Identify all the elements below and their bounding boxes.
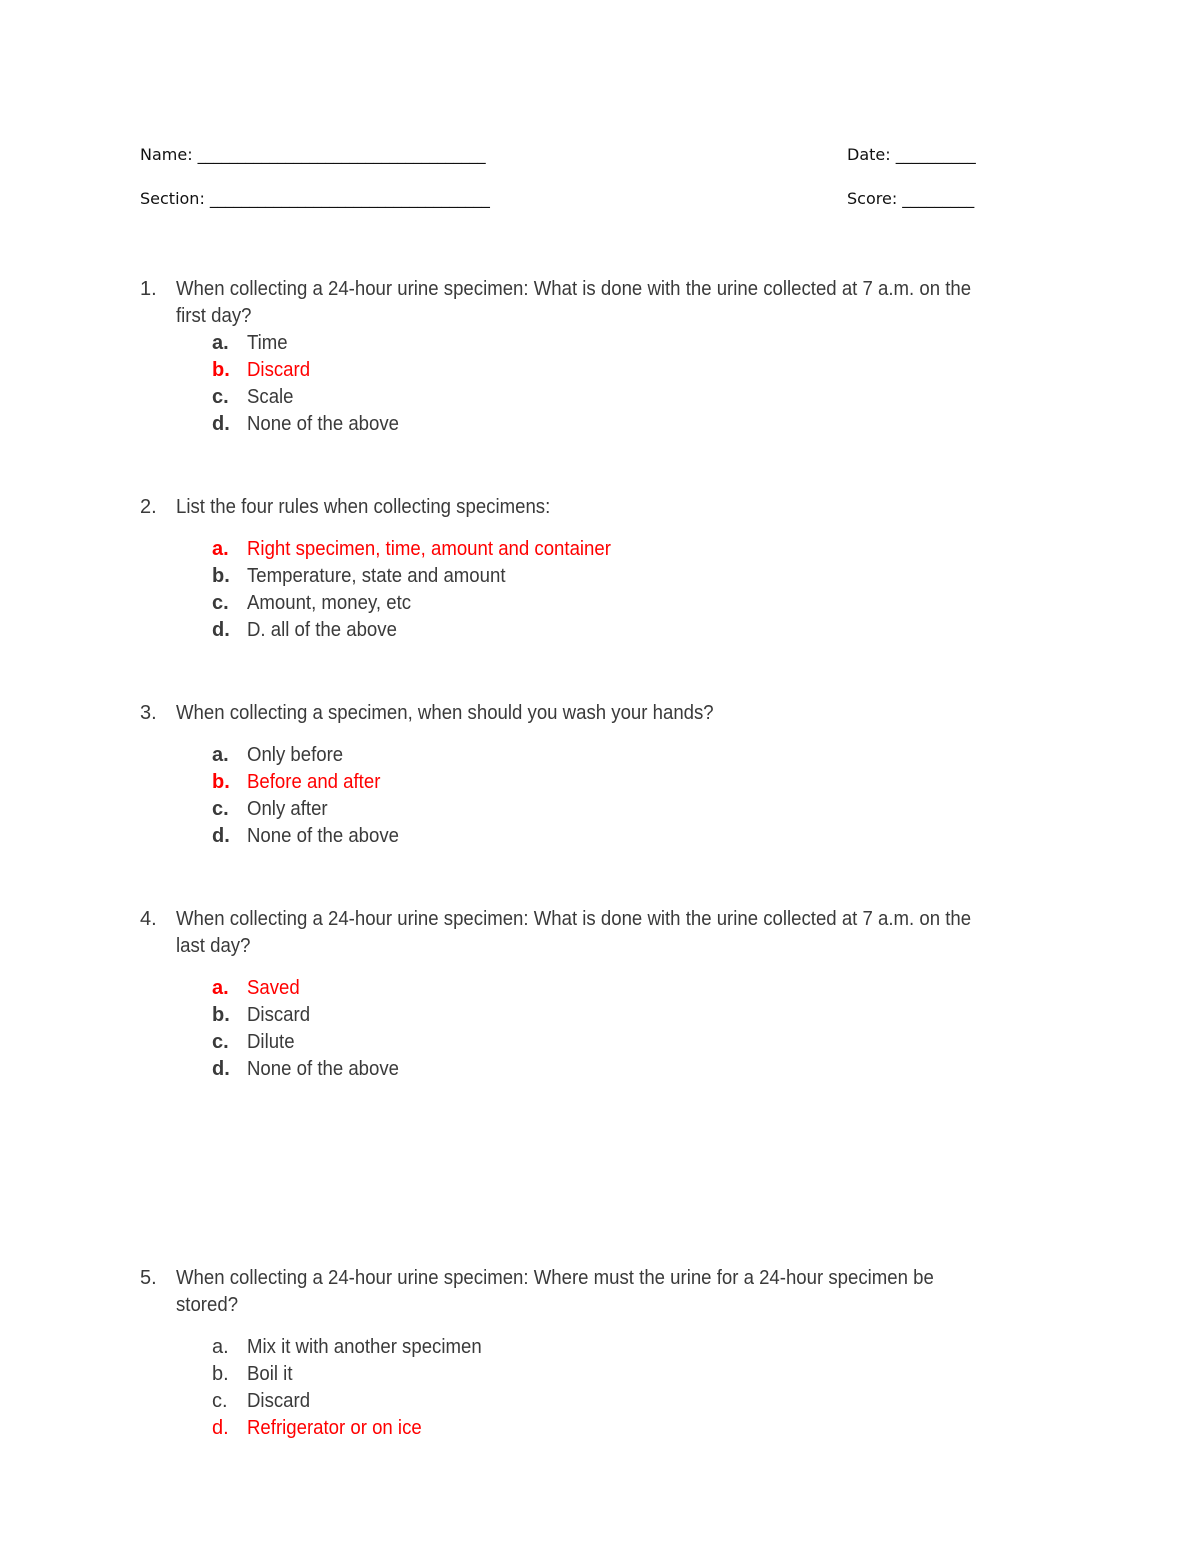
option-c <box>212 590 1060 617</box>
section-field: Section: ___________________________________ <box>140 189 490 208</box>
date-field: Date: __________ <box>847 145 976 164</box>
option-letter: d. <box>212 1417 229 1439</box>
question-4 <box>140 906 1060 1083</box>
option-text: Only after <box>247 798 328 820</box>
option-d-correct <box>212 1415 1060 1442</box>
question-text: When collecting a 24-hour urine specimen: Where must the urine for a 24-hour specimen be stored? <box>176 1267 934 1316</box>
option-letter: a. <box>212 538 229 560</box>
option-text: Time <box>247 332 288 354</box>
question-text: When collecting a 24-hour urine specimen: What is done with the urine collected at 7 a.m. on the first day? <box>176 278 972 327</box>
option-c <box>212 384 1060 411</box>
question-number: 5. <box>140 1267 157 1289</box>
question-text: When collecting a specimen, when should you wash your hands? <box>176 702 714 724</box>
option-letter: d. <box>212 413 230 435</box>
option-letter: b. <box>212 1004 230 1026</box>
option-b-correct <box>212 357 1060 384</box>
question-5 <box>140 1265 1060 1442</box>
question-number: 3. <box>140 702 157 724</box>
option-letter: b. <box>212 1363 229 1385</box>
option-text: Before and after <box>247 771 381 793</box>
option-text: Scale <box>247 386 294 408</box>
option-letter: b. <box>212 565 230 587</box>
option-letter: d. <box>212 619 230 641</box>
option-text: Amount, money, etc <box>247 592 412 614</box>
option-text: Only before <box>247 744 344 766</box>
option-text: Discard <box>247 1390 311 1412</box>
option-text: Right specimen, time, amount and container <box>247 538 611 560</box>
option-c <box>212 796 1060 823</box>
option-a-correct <box>212 975 1060 1002</box>
option-letter: a. <box>212 1336 229 1358</box>
option-a <box>212 742 1060 769</box>
question-text: List the four rules when collecting specimens: <box>176 496 551 518</box>
option-letter: c. <box>212 798 229 820</box>
option-text: Discard <box>247 1004 311 1026</box>
option-text: Temperature, state and amount <box>247 565 506 587</box>
name-field: Name: ____________________________________ <box>140 145 486 164</box>
question-number: 4. <box>140 908 157 930</box>
option-text: None of the above <box>247 1058 400 1080</box>
option-text: Boil it <box>247 1363 293 1385</box>
option-b <box>212 1002 1060 1029</box>
option-letter: c. <box>212 1031 229 1053</box>
question-1 <box>140 276 1060 438</box>
option-letter: a. <box>212 744 229 766</box>
option-b <box>212 1361 1060 1388</box>
option-letter: b. <box>212 359 230 381</box>
option-letter: c. <box>212 1390 228 1412</box>
option-d <box>212 1056 1060 1083</box>
question-3 <box>140 700 1060 850</box>
question-text: When collecting a 24-hour urine specimen: What is done with the urine collected at 7 a.m. on the last day? <box>176 908 972 957</box>
option-b <box>212 563 1060 590</box>
option-a-correct <box>212 536 1060 563</box>
option-letter: b. <box>212 771 230 793</box>
option-text: Mix it with another specimen <box>247 1336 482 1358</box>
option-letter: a. <box>212 977 229 999</box>
option-text: Discard <box>247 359 311 381</box>
score-field: Score: _________ <box>847 189 975 208</box>
option-text: None of the above <box>247 413 400 435</box>
option-letter: d. <box>212 825 230 847</box>
option-text: Dilute <box>247 1031 295 1053</box>
option-letter: d. <box>212 1058 230 1080</box>
option-text: Refrigerator or on ice <box>247 1417 422 1439</box>
question-number: 1. <box>140 278 157 300</box>
question-number: 2. <box>140 496 157 518</box>
option-c <box>212 1029 1060 1056</box>
option-d <box>212 617 1060 644</box>
option-b-correct <box>212 769 1060 796</box>
option-text: Saved <box>247 977 300 999</box>
option-text: None of the above <box>247 825 400 847</box>
option-a <box>212 330 1060 357</box>
option-letter: c. <box>212 386 229 408</box>
question-2 <box>140 494 1060 644</box>
option-c <box>212 1388 1060 1415</box>
option-d <box>212 411 1060 438</box>
option-letter: c. <box>212 592 229 614</box>
option-text: D. all of the above <box>247 619 397 641</box>
option-a <box>212 1334 1060 1361</box>
option-letter: a. <box>212 332 229 354</box>
option-d <box>212 823 1060 850</box>
